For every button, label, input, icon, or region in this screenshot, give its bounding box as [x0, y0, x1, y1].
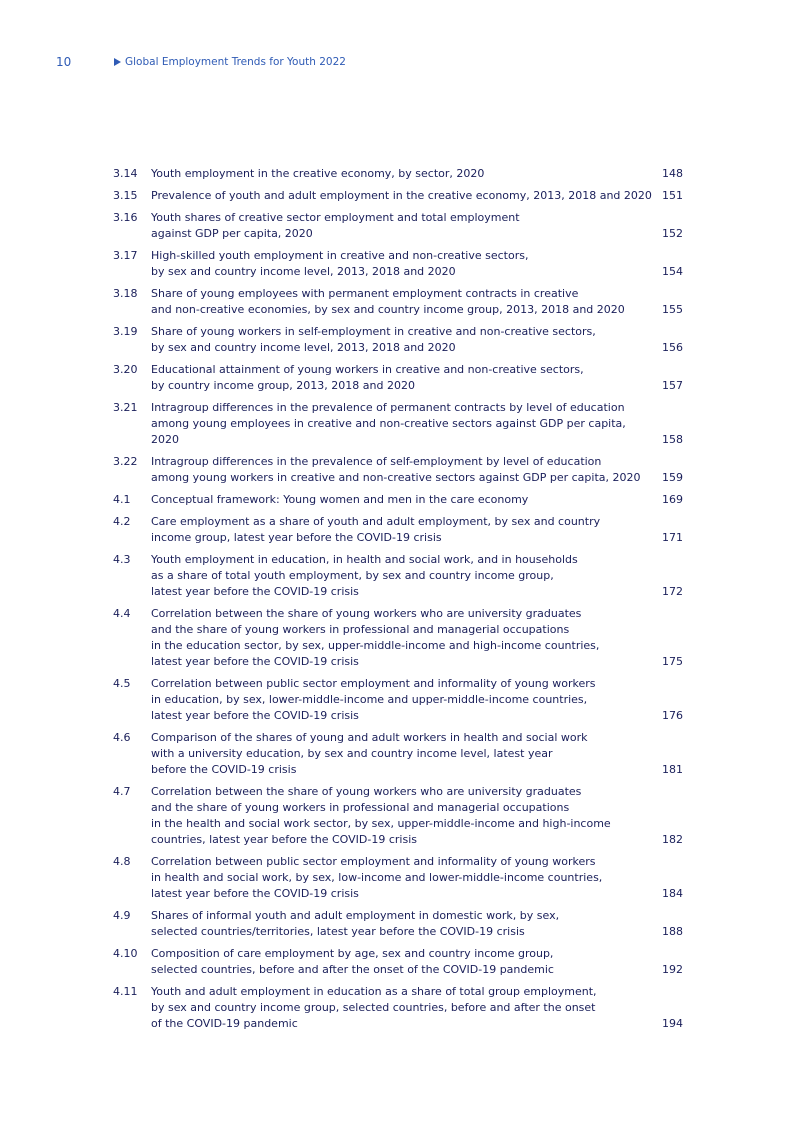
- entry-title: Conceptual framework: Young women and men in the care economy: [151, 493, 529, 506]
- entry-title: Youth and adult employment in education as a share of total group employment, by sex and country income group, selected countries, before and after the onset of the COVID-19 pandemic: [151, 985, 597, 1030]
- toc-entry[interactable]: [113, 248, 683, 280]
- entry-number: 3.19: [113, 325, 138, 338]
- entry-number: 4.1: [113, 493, 131, 506]
- toc-entry[interactable]: [113, 676, 683, 724]
- entry-page-number: 159: [662, 471, 683, 484]
- entry-title: Youth shares of creative sector employment and total employment against GDP per capita, 2020: [151, 211, 520, 240]
- toc-entry[interactable]: [113, 908, 683, 940]
- entry-number: 3.16: [113, 211, 138, 224]
- entry-title: Youth employment in education, in health and social work, and in households as a share of total youth employment, by sex and country income group, latest year before the COVID-19 crisis: [151, 553, 578, 598]
- list-of-figures: [113, 166, 683, 1038]
- toc-entry[interactable]: [113, 492, 683, 508]
- entry-number: 4.9: [113, 909, 131, 922]
- entry-title: Share of young workers in self-employment in creative and non-creative sectors, by sex and country income level, 2013, 2018 and 2020: [151, 325, 596, 354]
- entry-title: Intragroup differences in the prevalence of self-employment by level of education among young workers in creative and non-creative sectors against GDP per capita, 2020: [151, 455, 641, 484]
- entry-number: 3.17: [113, 249, 138, 262]
- toc-entry[interactable]: [113, 362, 683, 394]
- entry-title: Composition of care employment by age, sex and country income group, selected countries, before and after the onset of the COVID-19 pandemic: [151, 947, 554, 976]
- toc-entry[interactable]: [113, 514, 683, 546]
- toc-entry[interactable]: [113, 606, 683, 670]
- toc-entry[interactable]: [113, 400, 683, 448]
- toc-entry[interactable]: [113, 324, 683, 356]
- toc-entry[interactable]: [113, 166, 683, 182]
- entry-title: Share of young employees with permanent employment contracts in creative and non-creative economies, by sex and country income group, 2013, 2018 and 2020: [151, 287, 625, 316]
- entry-number: 4.4: [113, 607, 131, 620]
- entry-title: Correlation between public sector employment and informality of young workers in health and social work, by sex, low-income and lower-middle-income countries, latest year before the COVID-19 crisis: [151, 855, 603, 900]
- toc-entry[interactable]: [113, 552, 683, 600]
- entry-number: 4.10: [113, 947, 138, 960]
- entry-number: 3.15: [113, 189, 138, 202]
- entry-number: 3.14: [113, 167, 138, 180]
- entry-page-number: 176: [662, 709, 683, 722]
- toc-entry[interactable]: [113, 188, 683, 204]
- publication-title: Global Employment Trends for Youth 2022: [125, 56, 346, 68]
- entry-number: 4.2: [113, 515, 131, 528]
- entry-number: 4.7: [113, 785, 131, 798]
- entry-page-number: 169: [662, 493, 683, 506]
- entry-page-number: 175: [662, 655, 683, 668]
- entry-title: Youth employment in the creative economy, by sector, 2020: [151, 167, 485, 180]
- toc-entry[interactable]: [113, 984, 683, 1032]
- entry-number: 4.5: [113, 677, 131, 690]
- entry-page-number: 172: [662, 585, 683, 598]
- entry-page-number: 148: [662, 167, 683, 180]
- entry-number: 3.18: [113, 287, 138, 300]
- entry-number: 4.11: [113, 985, 138, 998]
- entry-page-number: 181: [662, 763, 683, 776]
- entry-number: 4.8: [113, 855, 131, 868]
- toc-entry[interactable]: [113, 730, 683, 778]
- entry-page-number: 154: [662, 265, 683, 278]
- entry-title: Prevalence of youth and adult employment in the creative economy, 2013, 2018 and 2020: [151, 189, 652, 202]
- entry-page-number: 192: [662, 963, 683, 976]
- entry-page-number: 151: [662, 189, 683, 202]
- toc-entry[interactable]: [113, 784, 683, 848]
- entry-page-number: 156: [662, 341, 683, 354]
- toc-entry[interactable]: [113, 210, 683, 242]
- entry-title: Comparison of the shares of young and adult workers in health and social work with a university education, by sex and country income level, latest year before the COVID-19 crisis: [151, 731, 588, 776]
- entry-title: Care employment as a share of youth and adult employment, by sex and country income group, latest year before the COVID-19 crisis: [151, 515, 601, 544]
- entry-title: Correlation between the share of young workers who are university graduates and the share of young workers in professional and managerial occupations in the education sector, by sex, upper-middle-income and high-income countries, latest year before the COVID-19 crisis: [151, 607, 600, 668]
- entry-title: Educational attainment of young workers in creative and non-creative sectors, by country income group, 2013, 2018 and 2020: [151, 363, 584, 392]
- entry-title: Intragroup differences in the prevalence of permanent contracts by level of education among young employees in creative and non-creative sectors against GDP per capita, 2020: [151, 401, 626, 446]
- entry-number: 3.21: [113, 401, 138, 414]
- entry-page-number: 171: [662, 531, 683, 544]
- entry-page-number: 184: [662, 887, 683, 900]
- entry-number: 4.3: [113, 553, 131, 566]
- entry-title: Shares of informal youth and adult employment in domestic work, by sex, selected countries/territories, latest year before the COVID-19 crisis: [151, 909, 560, 938]
- entry-page-number: 155: [662, 303, 683, 316]
- entry-page-number: 152: [662, 227, 683, 240]
- entry-page-number: 182: [662, 833, 683, 846]
- page-header: [0, 54, 793, 70]
- entry-title: Correlation between the share of young workers who are university graduates and the share of young workers in professional and managerial occupations in the health and social work sector, by sex, upper-middle-income and high-income countries, latest year before the COVID-19 crisis: [151, 785, 611, 846]
- entry-number: 3.22: [113, 455, 138, 468]
- entry-page-number: 157: [662, 379, 683, 392]
- entry-title: Correlation between public sector employment and informality of young workers in education, by sex, lower-middle-income and upper-middle-income countries, latest year before the COVID-19 crisis: [151, 677, 596, 722]
- toc-entry[interactable]: [113, 286, 683, 318]
- entry-page-number: 158: [662, 433, 683, 446]
- entry-page-number: 194: [662, 1017, 683, 1030]
- page-number: 10: [56, 55, 72, 69]
- running-header: [114, 54, 346, 70]
- toc-entry[interactable]: [113, 854, 683, 902]
- entry-number: 4.6: [113, 731, 131, 744]
- toc-entry[interactable]: [113, 454, 683, 486]
- toc-entry[interactable]: [113, 946, 683, 978]
- triangle-right-icon: [114, 58, 121, 66]
- entry-page-number: 188: [662, 925, 683, 938]
- entry-number: 3.20: [113, 363, 138, 376]
- entry-title: High-skilled youth employment in creative and non-creative sectors, by sex and country income level, 2013, 2018 and 2020: [151, 249, 529, 278]
